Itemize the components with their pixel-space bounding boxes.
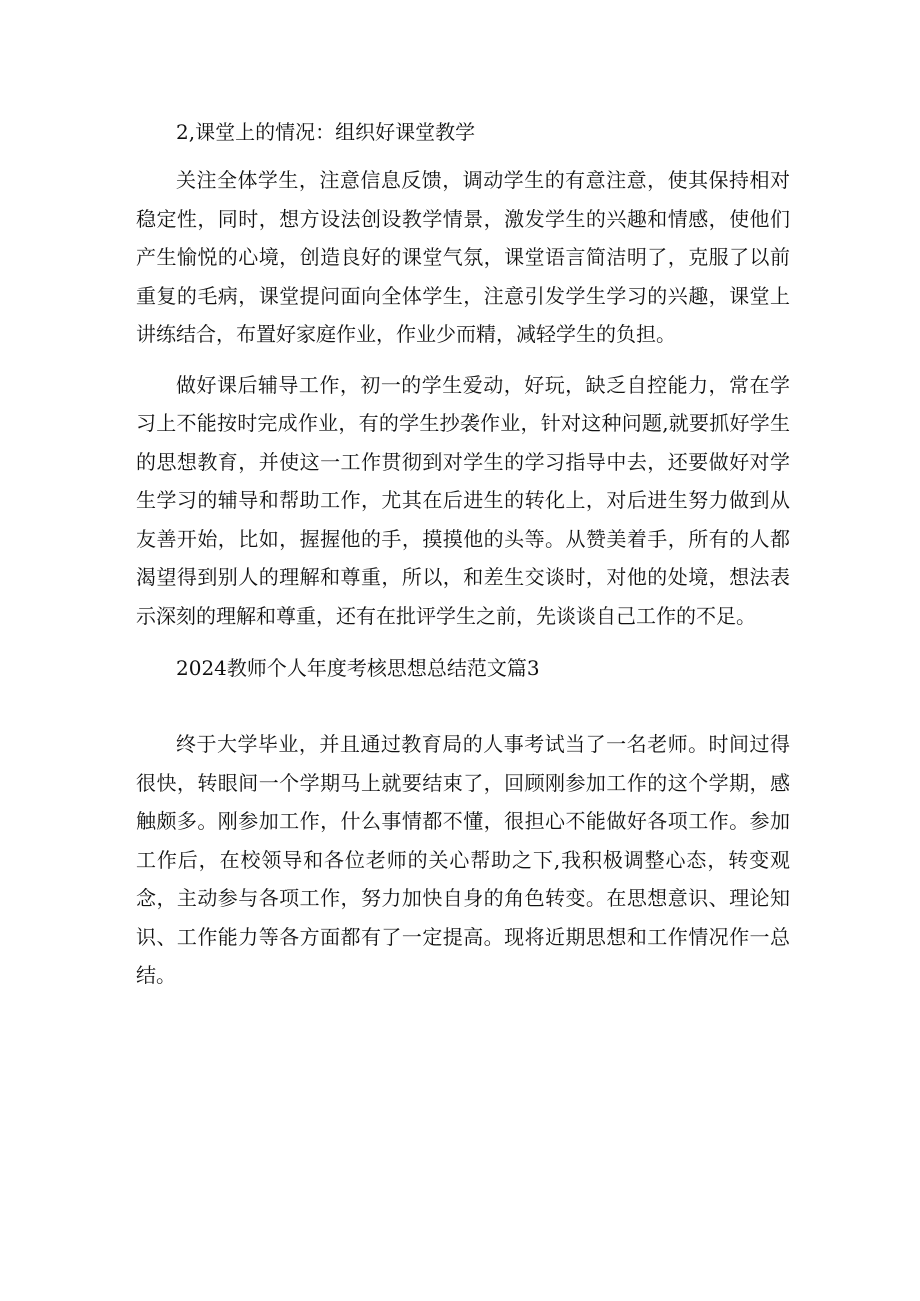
paragraph-tutoring: 做好课后辅导工作，初一的学生爱动，好玩，缺乏自控能力，常在学习上不能按时完成作业，有的学生抄袭作业，针对这种问题,就要抓好学生的思想教育，并使这一工作贯彻到对学生的学习指导中去，还要做好对学生学习的辅导和帮助工作，尤其在后进生的转化上，对后进生努力做到从友善开始，比如，握握他的手，摸摸他的头等。从赞美着手，所有的人都渴望得到别人的理解和尊重，所以，和差生交谈时，对他的处境，想法表示深刻的理解和尊重，还有在批评学生之前，先谈谈自己工作的不足。 xyxy=(136,372,790,628)
document-page xyxy=(136,112,790,995)
paragraph-intro-part-3: 终于大学毕业，并且通过教育局的人事考试当了一名老师。时间过得很快，转眼间一个学期马上就要结束了，回顾刚参加工作的这个学期，感触颇多。刚参加工作，什么事情都不懂，很担心不能做好各项工作。参加工作后，在校领导和各位老师的关心帮助之下,我积极调整心态，转变观念，主动参与各项工作，努力加快自身的角色转变。在思想意识、理论知识、工作能力等各方面都有了一定提高。现将近期思想和工作情况作一总结。 xyxy=(136,732,790,987)
section-title-part-3: 2024教师个人年度考核思想总结范文篇3 xyxy=(176,656,540,680)
section-heading-classroom: 2,课堂上的情况：组织好课堂教学 xyxy=(176,120,476,144)
paragraph-classroom: 关注全体学生，注意信息反馈，调动学生的有意注意，使其保持相对稳定性，同时，想方设法创设教学情景，激发学生的兴趣和情感，使他们产生愉悦的心境，创造良好的课堂气氛，课堂语言简洁明了，克服了以前重复的毛病，课堂提问面向全体学生，注意引发学生学习的兴趣，课堂上讲练结合，布置好家庭作业，作业少而精，减轻学生的负担。 xyxy=(136,168,790,346)
